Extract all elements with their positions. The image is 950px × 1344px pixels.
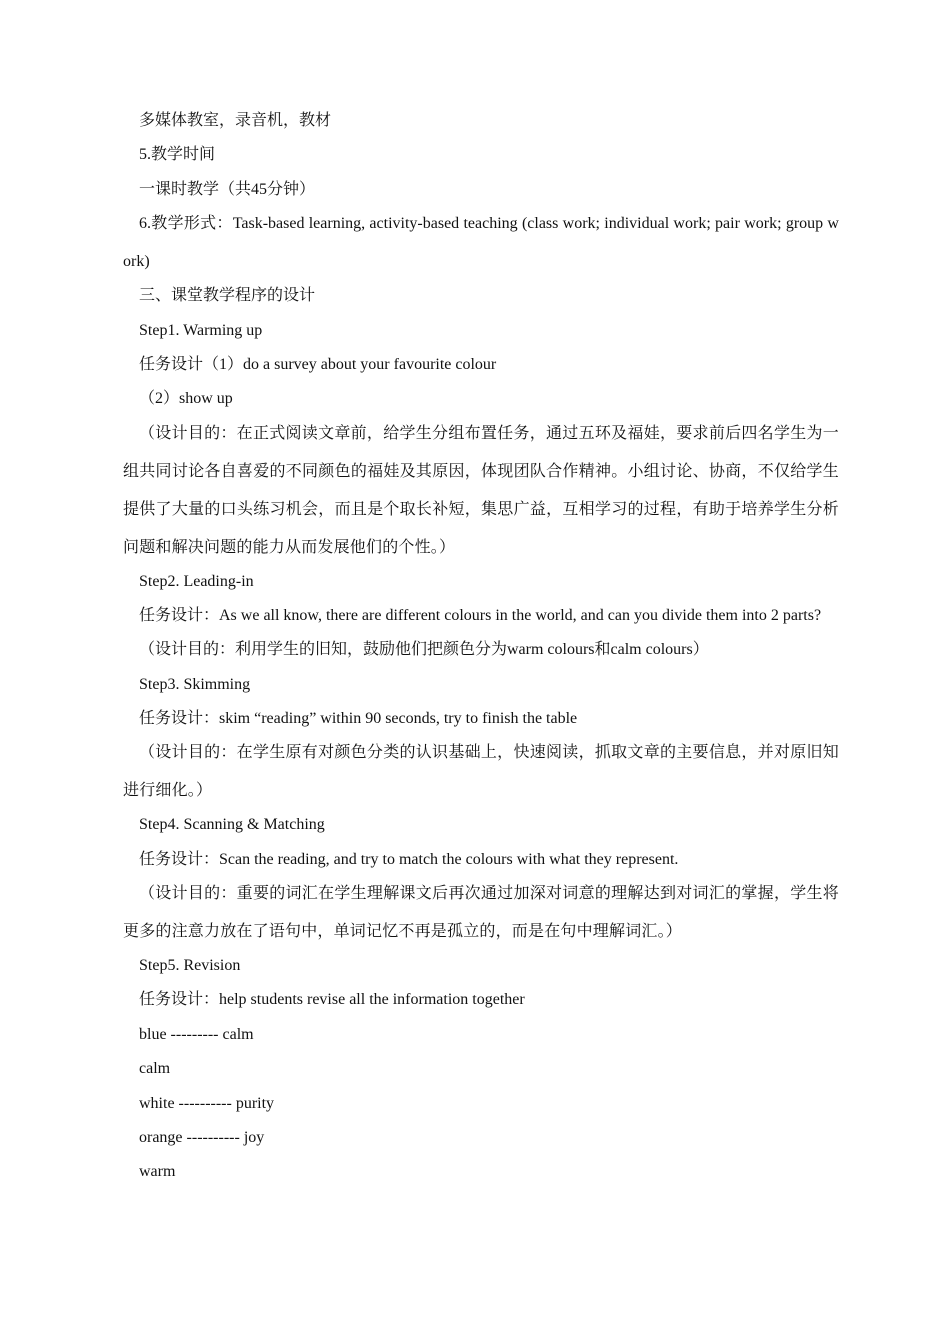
step4-purpose: （设计目的：重要的词汇在学生理解课文后再次通过加深对词意的理解达到对词汇的掌握，学生将更多的注意力放在了语句中，单词记忆不再是孤立的，而是在句中理解词汇。） xyxy=(123,885,839,941)
materials-line: 多媒体教室，录音机，教材 xyxy=(139,112,332,129)
teaching-form-paragraph: 6.教学形式：Task-based learning, activity-based teaching (class work; individual work; pair work; group work) xyxy=(123,215,839,271)
step1-task-2: （2）show up xyxy=(139,390,233,408)
document-body xyxy=(123,104,839,1190)
revision-item: calm xyxy=(139,1060,171,1078)
step4-task: 任务设计：Scan the reading, and try to match the colours with what they represent. xyxy=(139,850,679,868)
teaching-time-heading: 5.教学时间 xyxy=(139,146,216,164)
step5-title: Step5. Revision xyxy=(139,957,241,975)
step1-title: Step1. Warming up xyxy=(139,321,263,339)
revision-item: white ---------- purity xyxy=(139,1094,275,1112)
section-3-title: 三、课堂教学程序的设计 xyxy=(139,287,316,305)
teaching-time-line: 一课时教学（共45分钟） xyxy=(139,180,316,198)
revision-item: orange ---------- joy xyxy=(139,1129,265,1147)
step2-purpose: （设计目的：利用学生的旧知，鼓励他们把颜色分为warm colours和calm colours） xyxy=(139,641,709,659)
step3-title: Step3. Skimming xyxy=(139,675,251,693)
step1-task-1: 任务设计（1）do a survey about your favourite colour xyxy=(139,355,497,373)
step1-purpose: （设计目的：在正式阅读文章前，给学生分组布置任务，通过五环及福娃，要求前后四名学生为一组共同讨论各自喜爱的不同颜色的福娃及其原因，体现团队合作精神。小组讨论、协商，不仅给学生提供了大量的口头练习机会，而且是个取长补短，集思广益，互相学习的过程，有助于培养学生分析问题和解决问题的能力从而发展他们的个性。） xyxy=(123,424,839,556)
step2-task: 任务设计：As we all know, there are different colours in the world, and can you divide them into 2 parts? xyxy=(139,607,822,625)
step3-purpose: （设计目的：在学生原有对颜色分类的认识基础上，快速阅读，抓取文章的主要信息，并对原旧知进行细化。） xyxy=(123,744,839,800)
step3-task: 任务设计：skim “reading” within 90 seconds, try to finish the table xyxy=(139,709,578,727)
step5-task: 任务设计：help students revise all the information together xyxy=(139,991,525,1009)
revision-item: warm xyxy=(139,1163,176,1181)
step4-title: Step4. Scanning & Matching xyxy=(139,816,325,834)
revision-item: blue --------- calm xyxy=(139,1025,254,1043)
step2-title: Step2. Leading-in xyxy=(139,572,254,590)
